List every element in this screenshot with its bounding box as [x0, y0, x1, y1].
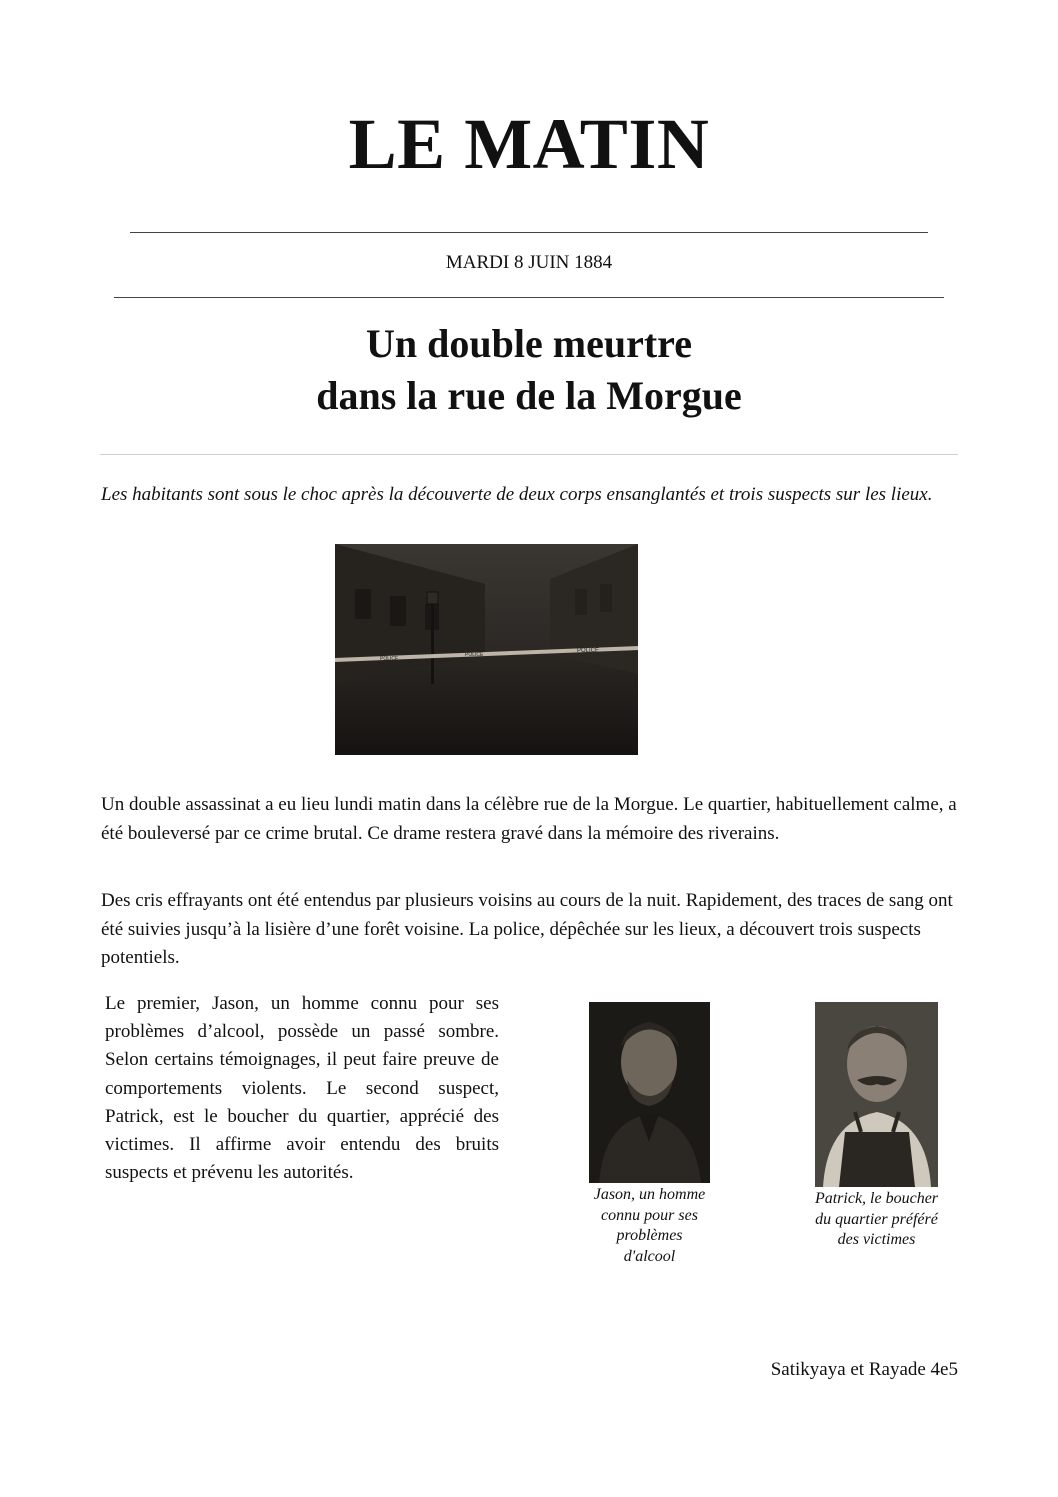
article-lede: Les habitants sont sous le choc après la découverte de deux corps ensanglantés et trois suspects sur les lieux.: [101, 484, 933, 505]
patrick-caption: Patrick, le boucher du quartier préféré des victimes: [814, 1190, 939, 1248]
paragraph-1: Un double assassinat a eu lieu lundi matin dans la célèbre rue de la Morgue. Le quartier, habituellement calme, a été bouleversé par ce crime brutal. Ce drame restera gravé dans la mémoire des riverains.: [101, 794, 957, 844]
author-signature: Satikyaya et Rayade 4e5: [770, 1359, 958, 1380]
police-tape-label-2: POLICE: [465, 652, 484, 658]
police-tape-label-1: POLICE: [380, 656, 399, 662]
issue-date: MARDI 8 JUIN 1884: [445, 252, 613, 273]
paragraph-2: Des cris effrayants ont été entendus par plusieurs voisins au cours de la nuit. Rapidement, des traces de sang ont été suivies jusqu’à la lisière d’une forêt voisine. La police, dépêchée sur les lieux, a découvert trois suspects potentiels.: [101, 890, 953, 968]
headline-line-2: dans la rue de la Morgue: [316, 373, 742, 418]
masthead-title: LE MATIN: [348, 104, 710, 184]
article-headline: [0, 318, 1058, 422]
jason-caption: Jason, un homme connu pour ses problèmes d'alcool: [593, 1186, 706, 1265]
headline-separator: [100, 454, 958, 455]
top-rule: [130, 232, 928, 233]
jason-portrait-photo: [589, 1002, 710, 1183]
patrick-portrait-photo: [815, 1002, 938, 1187]
date-rule: [114, 297, 944, 298]
street-crime-scene-photo: [335, 544, 638, 755]
headline-line-1: Un double meurtre: [366, 321, 692, 366]
paragraph-suspects: Le premier, Jason, un homme connu pour ses problèmes d’alcool, possède un passé sombre. Selon certains témoignages, il peut faire preuve de comportements violents. Le second suspect, Patrick, est le boucher du quartier, apprécié des victimes. Il affirme avoir entendu des bruits suspects et prévenu les autorités.: [105, 993, 499, 1184]
police-tape-label-3: POLICE: [577, 648, 600, 654]
